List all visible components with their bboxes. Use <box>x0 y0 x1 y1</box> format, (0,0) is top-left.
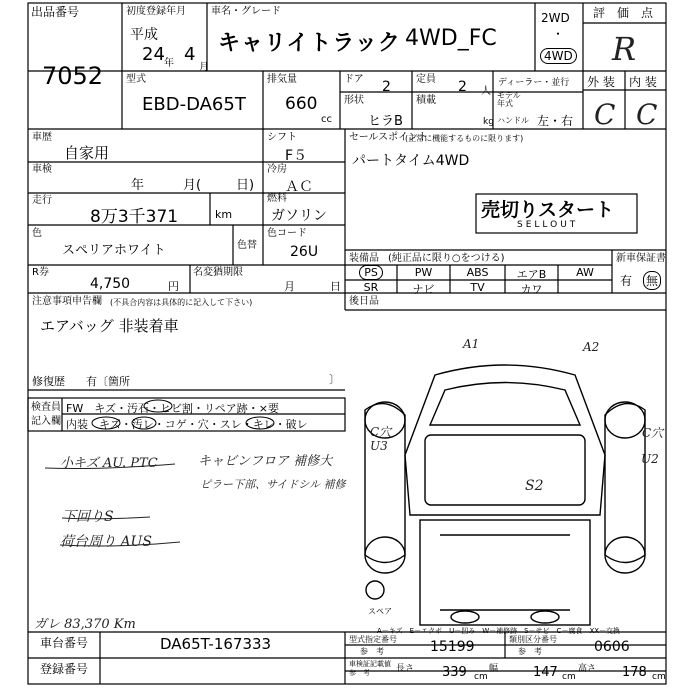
doors: 2 <box>382 79 391 95</box>
sales-points-note: (正常に機能するものに限ります) <box>405 134 524 143</box>
diagram-mark-u2: U2 <box>641 452 659 466</box>
chassis-number: DA65T-167333 <box>160 635 272 653</box>
back-details-label: 後日品 <box>349 296 379 307</box>
diagram-mark-c-right: C穴 <box>642 426 664 440</box>
capacity-unit: 人 <box>481 86 491 97</box>
dealer-label: ディーラー・並行 <box>498 78 570 88</box>
height-label: 高さ <box>578 664 597 674</box>
fuel-label: 燃料 <box>267 193 287 204</box>
reg-year-suffix: 年 <box>164 58 174 69</box>
equipment-bottom-item-0: SR <box>363 281 379 294</box>
first-registration-label: 初度登録年月 <box>126 6 186 17</box>
equipment-label: 装備品 <box>349 253 379 264</box>
category-label: 類別区分番号 <box>509 635 557 644</box>
category-reference: 参 考 <box>518 647 542 656</box>
sales-points-label: セールスポイント <box>349 132 429 143</box>
reg-month: 4 <box>184 44 196 65</box>
exterior-label: 外 装 <box>587 75 615 89</box>
reg-year: 24 <box>142 44 165 65</box>
handle-value: 左・右 <box>537 114 574 128</box>
exterior-grade: C <box>594 98 616 131</box>
drive-4wd-circled: 4WD <box>540 48 577 64</box>
color: スペリアホワイト <box>62 243 166 258</box>
notes-text: エアバッグ 非装着車 <box>40 317 179 335</box>
inspection-label: 車検 <box>32 164 52 175</box>
evaluation-score: R <box>612 30 637 68</box>
warranty-yes: 有 <box>620 274 633 288</box>
diagram-mark-a1: A1 <box>463 337 480 351</box>
notes-header: 注意事項申告欄 <box>32 296 102 307</box>
damage-legend: A－キズ E－エクボ U－凹み W－補修跡 S－サビ C－腐食 XX－交換 <box>377 627 621 635</box>
handwritten-note-1: 小キズ AU. PTC <box>60 456 158 471</box>
name-change-day: 日 <box>330 280 341 293</box>
handwritten-note-5: 荷台周り AUS <box>60 534 152 550</box>
capacity-label: 定員 <box>416 74 436 85</box>
handwritten-note-4: 下回りS <box>62 509 114 525</box>
body-style: ヒラB <box>368 114 403 129</box>
equipment-bottom-item-2: TV <box>470 281 485 294</box>
new-warranty-label: 新車保証書 <box>616 253 666 264</box>
inspection-month: 月( <box>183 178 202 193</box>
equipment-bottom-item-3: カワ <box>520 283 543 296</box>
model-code: EBD-DA65T <box>142 94 246 115</box>
model-designation-number: 15199 <box>430 639 475 655</box>
length-label: 長さ <box>396 664 415 674</box>
sellout-main: 売切りスタート <box>481 199 615 221</box>
drive-2wd: 2WD <box>541 11 570 25</box>
evaluation-header: 評 価 点 <box>593 6 654 20</box>
grade: 4WD_FC <box>405 26 497 51</box>
color-code-label: 色コード <box>267 228 307 239</box>
diagram-mark-a2: A2 <box>583 340 600 354</box>
r-ticket-unit: 円 <box>168 280 179 293</box>
name-change-month: 月 <box>284 280 295 293</box>
handwritten-note-3: ピラー下部、サイドシル 補修 <box>200 478 346 491</box>
model-designation-reference: 参 考 <box>360 647 384 656</box>
reg-cert-label: 車検証記載値 参 考 <box>349 660 391 677</box>
inspection-year: 年 <box>131 178 145 193</box>
spare-label: スペア <box>368 607 392 616</box>
width: 147 <box>533 665 558 680</box>
repair-history-label: 修復歴 <box>32 375 65 388</box>
interior-label: 内 装 <box>629 75 657 89</box>
equipment-top-item-1: PW <box>414 266 433 279</box>
inspector-fill-label: 検査員 記入欄 <box>31 402 61 427</box>
inspector-row-1: FW キズ・汚石・ヒビ割・リペア跡・×要 <box>66 402 279 415</box>
inspection-day: 日) <box>236 178 255 193</box>
color-code: 26U <box>290 244 319 260</box>
displacement: 660 <box>285 94 318 114</box>
ac-label: 冷房 <box>267 164 287 175</box>
category-number: 0606 <box>594 639 630 655</box>
handle-label: ハンドル <box>497 116 529 125</box>
sales-point: パートタイム4WD <box>352 153 470 169</box>
load-unit: kg <box>483 117 494 127</box>
lot-number: 7052 <box>42 62 104 90</box>
registration-number-label: 登録番号 <box>40 662 89 676</box>
color-label: 色 <box>32 228 42 239</box>
handwritten-note-2: キャビンフロア 補修大 <box>198 454 333 469</box>
era: 平成 <box>130 27 158 43</box>
car-name: キャリイトラック <box>218 31 401 56</box>
repair-history-bracket: 〕 <box>329 373 340 386</box>
warranty-no-circled: 無 <box>643 271 661 290</box>
length: 339 <box>442 665 467 680</box>
inspector-row-2: 内装 キズ・汚レ・コゲ・穴・スレ・キレ・破レ <box>66 418 308 431</box>
ac: ＡＣ <box>285 179 313 195</box>
height-unit: cm <box>652 672 666 682</box>
chassis-number-label: 車台番号 <box>40 636 89 650</box>
handwritten-note-6: ガレ 83,370 Km <box>34 617 136 632</box>
model-designation-label: 型式指定番号 <box>349 635 397 644</box>
sellout-stamp <box>475 193 638 234</box>
shift-label: シフト <box>267 132 297 143</box>
model-label: 型式 <box>126 74 146 85</box>
repair-history-value: 有〔箇所 <box>86 375 130 388</box>
length-unit: cm <box>474 672 488 682</box>
car-name-grade-label: 車名・グレード <box>211 6 281 17</box>
color-change-label: 色替 <box>237 240 257 251</box>
equipment-bottom-item-1: ナビ <box>412 283 435 296</box>
history: 自家用 <box>64 144 110 162</box>
history-label: 車歴 <box>32 132 52 143</box>
equipment-top-item-4: AW <box>576 266 594 279</box>
r-ticket-label: R券 <box>32 267 49 278</box>
height: 178 <box>622 665 647 680</box>
width-unit: cm <box>562 672 576 682</box>
equipment-top-item-3: エアB <box>516 268 547 281</box>
load-label: 積載 <box>416 95 436 106</box>
mileage: 8万3千371 <box>90 207 179 227</box>
displacement-label: 排気量 <box>267 74 297 85</box>
mileage-unit: km <box>215 208 233 221</box>
handwritten-strokes <box>40 450 210 550</box>
body-style-label: 形状 <box>344 95 364 106</box>
capacity: 2 <box>458 79 467 95</box>
r-ticket: 4,750 <box>90 276 131 292</box>
mileage-label: 走行 <box>32 195 52 206</box>
lot-number-label: 出品番号 <box>31 5 80 19</box>
sellout-sub: SELLOUT <box>517 220 579 230</box>
equipment-top-item-2: ABS <box>466 266 489 279</box>
equipment-top-item-0: PS <box>345 266 397 279</box>
interior-grade: C <box>636 98 658 131</box>
diagram-mark-cu3: C穴 U3 <box>370 425 392 453</box>
fuel: ガソリン <box>271 208 327 224</box>
equipment-note: (純正品に限り○をつける) <box>388 253 505 264</box>
inspector-circles <box>62 398 345 431</box>
notes-header-sub: (不具合内容は具体的に記入して下さい) <box>110 298 253 307</box>
reg-month-suffix: 月 <box>199 62 209 73</box>
shift: F５ <box>285 148 308 164</box>
drive-dot: ・ <box>552 27 565 41</box>
model-year-label: モデル 年式 <box>497 91 521 108</box>
name-change-label: 名変猶期限 <box>193 267 243 278</box>
width-label: 幅 <box>489 664 499 674</box>
doors-label: ドア <box>344 74 364 85</box>
diagram-mark-s2: S2 <box>525 478 544 494</box>
displacement-unit: cc <box>321 114 332 125</box>
car-damage-diagram <box>345 335 666 632</box>
